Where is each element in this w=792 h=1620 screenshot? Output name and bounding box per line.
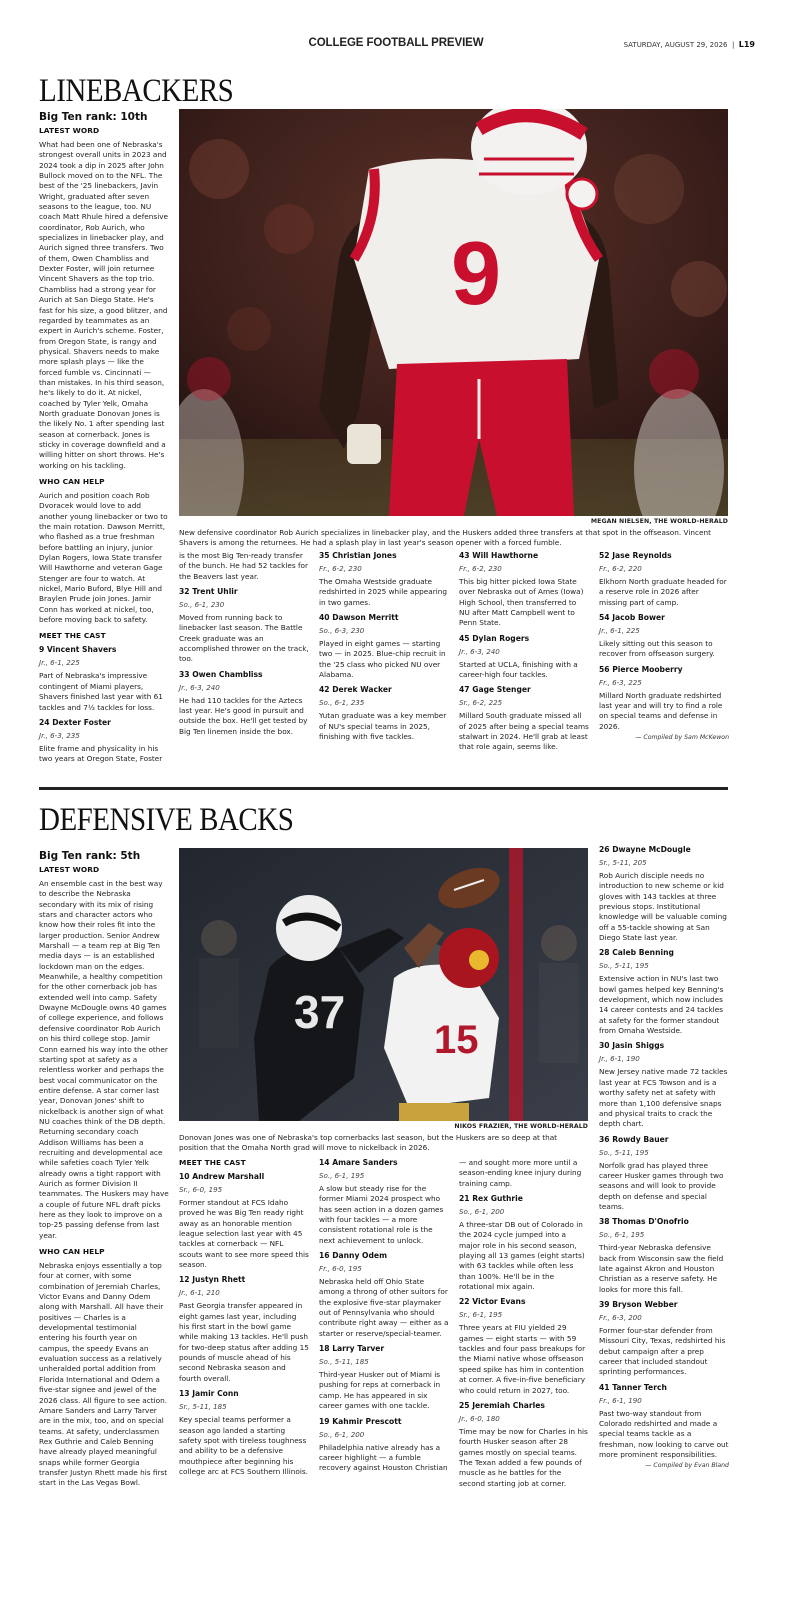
- player-name: 13 Jamir Conn: [179, 1389, 239, 1399]
- player-desc: A three-star DB out of Colorado in the 2024 cycle jumped into a major role in his second season, playing all 13 games (eight starts) with 63 tackles while often less than 100%. He'll be in the rotational mix again.: [459, 1220, 585, 1292]
- player-meta: Sr., 6-0, 195: [179, 1185, 223, 1194]
- player-meta: So., 6-1, 195: [319, 1171, 365, 1180]
- player-desc: Three years at FIU yielded 29 games — eight starts — with 59 tackles and four pass breakups for the Miami native whose offseason speed spike has him in contention at corner. A five-in-five beneficiary who could return in 2027, too.: [459, 1323, 586, 1395]
- player-desc: Third-year Nebraska defensive back from Wisconsin saw the field late against Akron and Houston Christian as a reserve safety. He looks for more this fall.: [599, 1243, 724, 1294]
- player-meta: Fr., 6-2, 220: [599, 564, 642, 573]
- lb-help-text: Aurich and position coach Rob Dvoracek would love to add another young linebacker or two to the main rotation. Dawson Merritt, who flashed as a true freshman before battling an injury, junior Dylan Rogers, Iowa State transfer Will Hawthorne and veteran Gage Stenger are four to watch. At nickel, Mario Buford, Blye Hill and Braylen Prude join Jones. Jamir Conn has worked at nickel, too, before moving back to safety.: [39, 491, 168, 625]
- player-meta: Jr., 6-1, 225: [599, 626, 640, 636]
- player-name: 36 Rowdy Bauer: [599, 1134, 669, 1144]
- defensive-back-illustration: [179, 848, 588, 1121]
- player-name: 33 Owen Chambliss: [179, 669, 263, 679]
- player-desc: is the most Big Ten-ready transfer of the bunch. He had 52 tackles for the Beavers last year.: [179, 551, 308, 581]
- lb-compiled-by: — Compiled by Sam McKewon: [635, 734, 729, 742]
- player-desc: Played in eight games — starting two — in 2025. Blue-chip recruit in the '25 class who picked NU over Alabama.: [319, 639, 446, 680]
- db-latest-heading: LATEST WORD: [39, 865, 100, 874]
- player-name: 12 Justyn Rhett: [179, 1275, 246, 1285]
- lb-latest-heading: LATEST WORD: [39, 126, 100, 135]
- player-desc: Past Georgia transfer appeared in eight games last year, including his first start in the bowl game while making 13 tackles. He'll push for two-deep status after adding 15 pounds of muscle ahead of his second Nebraska season and fourth overall.: [179, 1301, 309, 1383]
- player-name: 47 Gage Stenger: [459, 685, 531, 695]
- player-desc: Nebraska held off Ohio State among a throng of other suitors for the explosive five-star playmaker out of Pennsylvania who should contribute right away — either as a starter or reserve/special-teamer.: [319, 1277, 449, 1338]
- player-name: 52 Jase Reynolds: [599, 551, 672, 560]
- svg-text:37: 37: [294, 986, 346, 1038]
- player-name: 10 Andrew Marshall: [179, 1172, 265, 1181]
- player-meta: Fr., 6-0, 195: [319, 1264, 362, 1274]
- player-name: 43 Will Hawthorne: [459, 551, 539, 560]
- defensive-backs-title: DEFENSIVE BACKS: [39, 802, 294, 838]
- player-meta: So., 6-1, 195: [599, 1230, 645, 1240]
- lb-help-heading: WHO CAN HELP: [39, 477, 105, 486]
- player-desc: Key special teams performer a season ago landed a starting safety spot with tireless toughness and ability to be a defensive mouthpiece after beginning his college arc at FCS Southern Illinois.: [179, 1415, 308, 1476]
- player-meta: Jr., 6-0, 180: [459, 1413, 500, 1423]
- player-name: 24 Dexter Foster: [39, 717, 111, 727]
- db-cast-col-4: [599, 845, 729, 1469]
- player-desc: Likely sitting out this season to recover from offseason surgery.: [599, 639, 715, 659]
- player-name: 18 Larry Tarver: [319, 1344, 385, 1354]
- player-name: 14 Amare Sanders: [319, 1158, 398, 1167]
- date-line: SATURDAY, AUGUST 29, 2026 | L19: [623, 40, 755, 49]
- player-meta: So., 5-11, 195: [599, 961, 649, 971]
- player-meta: Sr., 6-1, 195: [459, 1310, 503, 1320]
- player-desc: Philadelphia native already has a career highlight — a fumble recovery against Houston Christian: [319, 1442, 448, 1473]
- player-name: 19 Kahmir Prescott: [319, 1416, 402, 1426]
- player-meta: So., 6-1, 235: [319, 698, 365, 708]
- player-name: 22 Victor Evans: [459, 1297, 526, 1307]
- player-name: 54 Jacob Bower: [599, 613, 665, 623]
- player-meta: Fr., 6-3, 225: [599, 677, 642, 687]
- db-cast-col-2: [319, 1158, 449, 1476]
- linebacker-photo: [179, 109, 728, 516]
- db-compiled-by: — Compiled by Evan Bland: [645, 1462, 729, 1470]
- lb-caption: New defensive coordinator Rob Aurich specializes in linebacker play, and the Huskers added three transfers at that spot in the offseason. Vincent Shavers is among the returnees. He had a splash play in last year's season opener with a forced fumble.: [179, 528, 711, 547]
- lb-cast-col-3: [459, 551, 589, 755]
- db-latest-text: An ensemble cast in the best way to describe the Nebraska secondary with its mix of rising stars and character actors who know how their roles fit into the larger production. Senior Andrew Marshall — a team rep at Big Ten media days — is an established lockdown man on the edges. Meanwhile, a healthy competition for the other cornerback job has extended well into camp. Safety Dwayne McDougle owns 40 games of college experience, and follows defensive coordinator Rob Aurich on his third college stop. Jamir Conn earned his way into the other starting spot at safety as a relentless worker and perhaps the best vocal communicator on the entire defense. A star corner last year, Donovan Jones' shift to nickelback is another sign of what NU coaches think of the DB depth. Returning secondary coach Addison Williams has been a recruiting and developmental ace while safeties coach Tyler Yelk already owns a tight rapport with Aurich as former Division II teammates. The Huskers may have a couple of future NFL draft picks here as they look to improve on a top-25 passing defense from last year.: [39, 879, 169, 1240]
- defensive-back-photo: [179, 848, 588, 1121]
- player-meta: So., 6-1, 200: [319, 1429, 365, 1439]
- player-name: 45 Dylan Rogers: [459, 633, 530, 643]
- player-name: 32 Trent Uhlir: [179, 587, 238, 597]
- player-meta: Jr., 6-1, 225: [39, 658, 80, 668]
- player-meta: Jr., 6-3, 240: [459, 646, 500, 656]
- player-meta: Sr., 5-11, 185: [179, 1402, 227, 1412]
- player-name: 39 Bryson Webber: [599, 1299, 678, 1309]
- lb-cast-heading: MEET THE CAST: [39, 631, 106, 641]
- player-desc: Yutan graduate was a key member of NU's special teams in 2025, finishing with five tackles.: [319, 711, 447, 742]
- player-name: 28 Caleb Benning: [599, 948, 674, 958]
- date: SATURDAY, AUGUST 29, 2026: [623, 41, 728, 49]
- player-desc: Former four-star defender from Missouri City, Texas, redshirted his debut campaign after a prep career that included standout sprinting performances.: [599, 1325, 726, 1377]
- player-name: 41 Tanner Terch: [599, 1382, 667, 1392]
- player-name: 30 Jasin Shiggs: [599, 1041, 665, 1051]
- db-cast-col-1: [179, 1158, 309, 1479]
- db-rank: Big Ten rank: 5th: [39, 850, 141, 862]
- lb-cast-col-2: [319, 551, 449, 744]
- player-meta: Jr., 6-1, 190: [599, 1054, 640, 1064]
- lb-cast-col-4: [599, 551, 729, 741]
- player-desc: This big hitter picked Iowa State over Nebraska out of Ames (Iowa) High School, then transferred to NU after Matt Campbell went to Penn State.: [459, 577, 584, 628]
- player-meta: So., 6-3, 230: [319, 626, 365, 636]
- player-desc: Time may be now for Charles in his fourth Husker season after 28 games mostly on special teams. The Texan added a few pounds of muscle as he battles for the second starting job at corner.: [459, 1426, 588, 1488]
- player-meta: Sr., 6-2, 225: [459, 698, 503, 708]
- player-name: 38 Thomas D'Onofrio: [599, 1217, 689, 1227]
- player-desc: Third-year Husker out of Miami is pushing for reps at cornerback in camp. He has appeared in six career games with one tackle.: [319, 1370, 441, 1411]
- player-meta: Fr., 6-1, 190: [599, 1395, 642, 1405]
- player-meta: So., 6-1, 230: [179, 600, 225, 610]
- player-meta: So., 5-11, 195: [599, 1147, 649, 1157]
- section-header: COLLEGE FOOTBALL PREVIEW: [308, 37, 484, 49]
- lb-latest-text: What had been one of Nebraska's strongest overall units in 2023 and 2024 took a dip in 2025 after John Bullock moved on to the NFL. The best of the '25 linebackers, Javin Wright, graduated after seven seasons to the league, too. NU coach Matt Rhule hired a defensive coordinator, Rob Aurich, who specializes in linebacker play, and Aurich signed three transfers. Two of them, Owen Chambliss and Dexter Foster, will join returnee Vincent Shavers as the top trio. Chambliss had a strong year for Aurich at San Diego State. He's fast for his size, a good blitzer, and regarded by teammates as an expert in Aurich's scheme. Foster, from Oregon State, is rangy and physical. Shavers needs to make more splash plays — like the forced fumble vs. Cincinnati — than mistakes. In his third season, he's likely to do it. At nickel, coached by Tyler Yelk, Omaha North graduate Donovan Jones is the likely No. 1 after spending last season at cornerback. Jones is sticky in coverage downfield and a willing hitter on short throws. He's working on his tackling.: [39, 140, 169, 470]
- player-name: 42 Derek Wacker: [319, 685, 392, 695]
- svg-text:15: 15: [434, 1018, 479, 1062]
- player-meta: So., 5-11, 185: [319, 1357, 369, 1367]
- player-desc: Norfolk grad has played three career Husker games through two seasons and will look to provide depth on defense and special teams.: [599, 1160, 724, 1211]
- player-desc: Extensive action in NU's last two bowl games helped key Benning's development, which now includes 14 career contests and 24 tackles at safety for the former standout from Omaha Westside.: [599, 974, 724, 1036]
- lb-rank: Big Ten rank: 10th: [39, 111, 148, 123]
- player-desc: Rob Aurich disciple needs no introduction to new scheme or kid gloves with 143 tackles at three previous stops. Institutional knowledge will be valuable coming off a 55-tackle showing at San Diego State last year.: [599, 871, 727, 943]
- section-divider: [39, 787, 728, 790]
- player-desc: Started at UCLA, finishing with a career-high four tackles.: [459, 659, 578, 680]
- player-desc: Elkhorn North graduate headed for a reserve role in 2026 after missing part of camp.: [599, 577, 727, 607]
- player-meta: So., 6-1, 200: [459, 1207, 505, 1217]
- player-meta: Jr., 6-3, 240: [179, 682, 220, 692]
- player-name: 25 Jeremiah Charles: [459, 1400, 545, 1410]
- svg-text:9: 9: [450, 224, 502, 324]
- player-desc: Former standout at FCS Idaho proved he was Big Ten ready right away as an honorable mention league selection last year with 45 tackles at cornerback — NFL scouts want to see more speed this season.: [179, 1198, 309, 1270]
- player-meta: Jr., 6-3, 235: [39, 730, 80, 740]
- player-meta: Fr., 6-2, 230: [459, 564, 502, 573]
- player-desc: Elite frame and physicality in his two years at Oregon State, Foster: [39, 743, 163, 764]
- player-desc: A slow but steady rise for the former Miami 2024 prospect who has seen action in a dozen games with four tackles — a more consistent rotational role is the next achievement to unlock.: [319, 1184, 444, 1245]
- player-meta: Fr., 6-2, 230: [319, 564, 362, 573]
- player-meta: Fr., 6-3, 200: [599, 1312, 642, 1322]
- db-help-heading: WHO CAN HELP: [39, 1247, 105, 1257]
- lb-photo-credit: MEGAN NIELSEN, THE WORLD-HERALD: [590, 518, 728, 525]
- player-desc: Moved from running back to linebacker last season. The Battle Creek graduate was an accomplished thrower on the track, too.: [179, 613, 309, 664]
- linebackers-title: LINEBACKERS: [39, 73, 234, 109]
- player-desc: Millard North graduate redshirted last year and will try to find a role on special teams and defense in 2026.: [599, 690, 723, 731]
- linebacker-illustration: [179, 109, 728, 516]
- db-cast-heading: MEET THE CAST: [179, 1158, 246, 1167]
- player-desc: New Jersey native made 72 tackles last year at FCS Towson and is a worthy safety net at safety with more than 1,100 defensive snaps and physical traits to crack the depth chart.: [599, 1067, 728, 1129]
- player-meta: Sr., 5-11, 205: [599, 858, 647, 867]
- player-name: 26 Dwayne McDougle: [599, 845, 691, 854]
- player-desc: Millard South graduate missed all of 2025 after being a special teams stalwart in 2024. He'll grab at least that role again, seems like.: [459, 711, 589, 752]
- lb-cast-col-1: [179, 551, 309, 739]
- player-name: 16 Danny Odem: [319, 1251, 387, 1261]
- player-desc: — and sought more more until a season-ending knee injury during training camp.: [459, 1158, 582, 1188]
- db-caption: Donovan Jones was one of Nebraska's top cornerbacks last season, but the Huskers are so deep at that position that the Omaha North grad will move to nickelback in 2026.: [179, 1133, 558, 1152]
- player-name: 40 Dawson Merritt: [319, 613, 399, 623]
- db-photo-credit: NIKOS FRAZIER, THE WORLD-HERALD: [454, 1123, 588, 1130]
- db-left-column: [39, 850, 169, 1489]
- player-desc: He had 110 tackles for the Aztecs last year. He's good in pursuit and outside the box. He'll get tested by Big Ten linemen inside the box.: [179, 695, 308, 736]
- lb-left-column: [39, 111, 169, 767]
- player-name: 9 Vincent Shavers: [39, 645, 117, 655]
- player-desc: The Omaha Westside graduate redshirted in 2025 while appearing in two games.: [319, 577, 448, 607]
- player-name: 21 Rex Guthrie: [459, 1194, 523, 1204]
- page-number: L19: [738, 40, 755, 49]
- db-help-text: Nebraska enjoys essentially a top four at corner, with some combination of Jeremiah Charles, Victor Evans and Danny Odem along with Marshall. All have their positives — Charles is a developmental testimonial entering his fourth year on campus, the speedy Evans an evaluation success as a relatively unheralded portal addition from Florida International and Odem a five-star signee and jewel of the 2026 class. All figure to see action. Amare Sanders and Larry Tarver are in the mix, too, and on special teams. At safety, underclassmen Rex Guthrie and Caleb Benning have already played meaningful snaps while former Georgia transfer Justyn Rhett made his first start in the Las Vegas Bowl.: [39, 1261, 168, 1488]
- db-cast-col-3: [459, 1158, 589, 1491]
- player-name: 56 Pierce Mooberry: [599, 664, 683, 674]
- player-desc: Past two-way standout from Colorado redshirted and made a special teams tackle as a freshman, now looking to carve out more prominent responsibilities.: [599, 1408, 729, 1460]
- player-meta: Jr., 6-1, 210: [179, 1288, 220, 1298]
- player-desc: Part of Nebraska's impressive contingent of Miami players, Shavers finished last year with 61 tackles and 7½ tackles for loss.: [39, 671, 163, 712]
- player-name: 35 Christian Jones: [319, 551, 397, 560]
